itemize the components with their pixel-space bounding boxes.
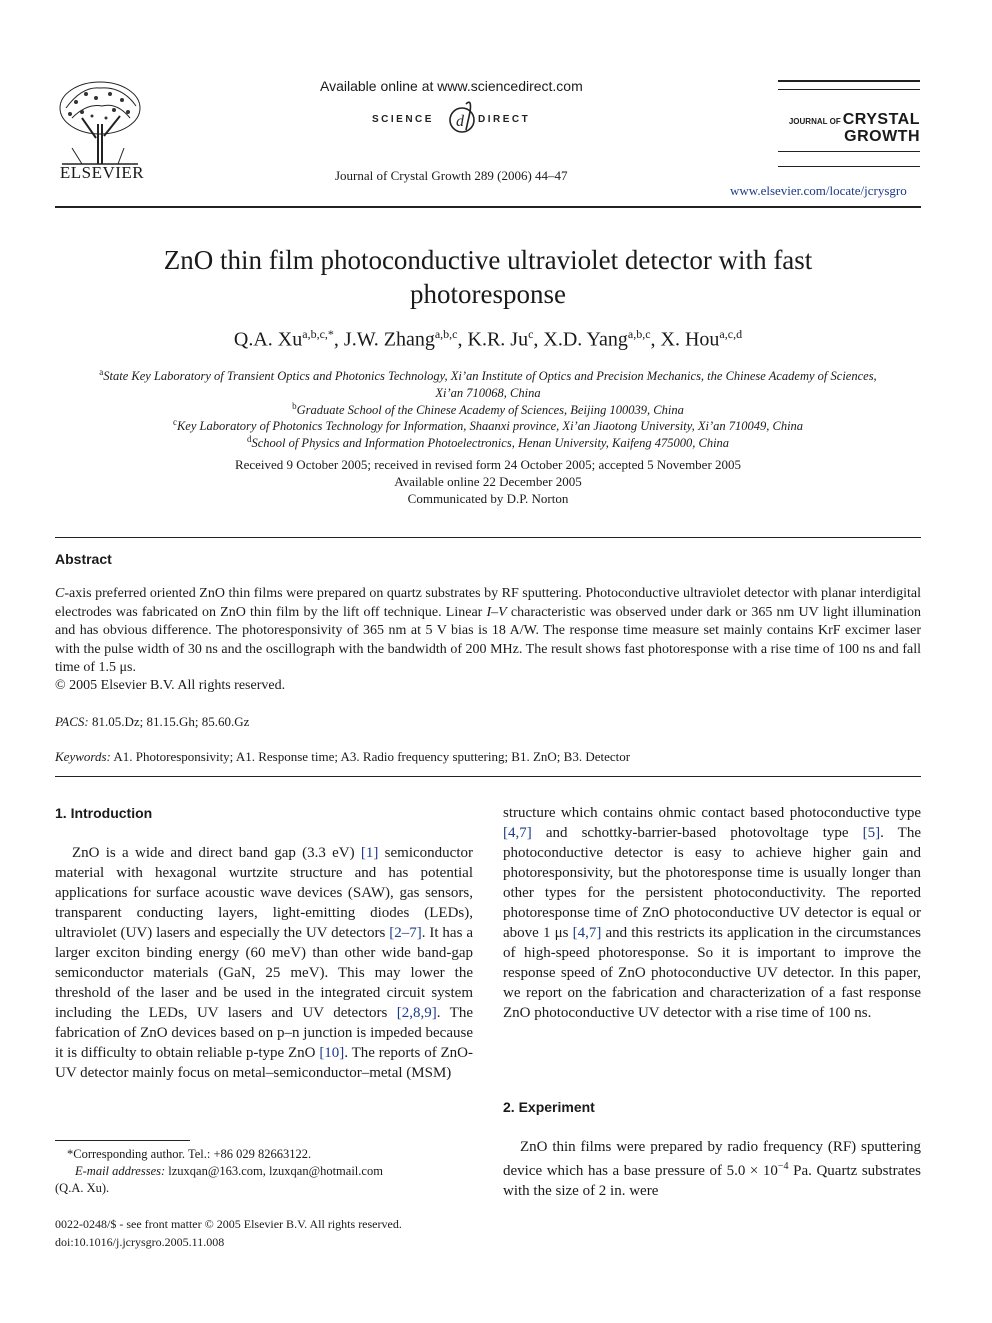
citation-link[interactable]: [4,7] <box>572 925 602 941</box>
author-name[interactable]: X.D. Yang <box>543 328 628 351</box>
introduction-paragraph: ZnO is a wide and direct band gap (3.3 eV) [1] semiconductor material with hexagonal wurtzite structure and has potential applications for surface acoustic wave devices (SAW), gas sensors, transparent conducting layers, light-emitting diodes (LEDs), ultraviolet (UV) lasers and especially the UV detectors [2–7]. It has a larger exciton binding energy (60 meV) than other wide band-gap semiconductor materials (GaN, 25 meV). This may lower the threshold of the laser and be used in the integrated circuit system including the LEDs, UV lasers and UV detectors [2,8,9]. The fabrication of ZnO devices based on p–n junction is impeded because it is difficulty to obtain reliable p-type ZnO [10]. The reports of ZnO-UV detector mainly focus on metal–semiconductor–metal (MSM) <box>55 845 473 1081</box>
copyright-notice: © 2005 Elsevier B.V. All rights reserved. <box>55 678 286 693</box>
journal-logo <box>778 111 922 145</box>
author-marks[interactable]: a,c,d <box>719 327 743 341</box>
footnote-rule <box>55 1140 190 1141</box>
received-dates: Received 9 October 2005; received in revised form 24 October 2005; accepted 5 November 2005 <box>234 457 742 472</box>
author-name[interactable]: Q.A. Xu <box>233 328 303 351</box>
section-heading-experiment: 2. Experiment <box>503 1099 595 1115</box>
author-marks[interactable]: a,b,c,* <box>302 327 334 341</box>
email-link[interactable]: lzuxqan@163.com, lzuxqan@hotmail.com <box>165 1164 383 1178</box>
available-online-text: Available online at www.sciencedirect.com <box>320 78 583 94</box>
section-heading-introduction: 1. Introduction <box>55 805 153 821</box>
citation-link[interactable]: [2,8,9] <box>396 1005 437 1021</box>
author-marks[interactable]: a,b,c <box>434 327 458 341</box>
author-name[interactable]: X. Hou <box>660 328 720 351</box>
email-addresses: E-mail addresses: lzuxqan@163.com, lzuxqan@hotmail.com <box>75 1164 383 1178</box>
sciencedirect-right: DIRECT <box>478 114 531 125</box>
affiliation-a: $^a$State Key Laboratory of Transient Optics and Photonics Technology, Xi’an Institute of Optics and Precision Mechanics, the Chinese Academy of Sciences, Xi’an 710068, China <box>99 367 877 401</box>
journal-logo-rule <box>778 80 920 82</box>
email-owner: (Q.A. Xu). <box>55 1181 110 1195</box>
pacs-codes: PACS: 81.05.Dz; 81.15.Gh; 85.60.Gz <box>55 714 250 729</box>
journal-logo-rule <box>778 151 920 152</box>
sciencedirect-logo <box>372 100 550 136</box>
title-line: ZnO thin film photoconductive ultraviolet detector with fast <box>163 245 813 275</box>
citation-link[interactable]: [4,7] <box>503 825 532 841</box>
article-title <box>55 243 921 311</box>
author-marks[interactable]: c <box>528 327 534 341</box>
doi-link[interactable]: doi:10.1016/j.jcrysgro.2005.11.008 <box>55 1235 225 1249</box>
issn-line: 0022-0248/$ - see front matter © 2005 Elsevier B.V. All rights reserved. <box>55 1217 402 1231</box>
abstract-rule <box>55 776 921 777</box>
author-marks[interactable]: a,b,c <box>627 327 651 341</box>
experiment-paragraph: ZnO thin films were prepared by radio frequency (RF) sputtering device which has a base pressure of $5.0 \times 10^{-4}$ Pa. Quartz substrates with the size of 2 in. were <box>503 1139 921 1199</box>
author-name[interactable]: J.W. Zhang <box>343 328 435 351</box>
citation-link[interactable]: [10] <box>319 1045 345 1061</box>
title-line: photoresponse <box>410 279 566 309</box>
communicated-by: Communicated by D.P. Norton <box>407 491 569 506</box>
affiliation-b: $^b$Graduate School of the Chinese Academy of Sciences, Beijing 100039, China <box>292 401 684 418</box>
header-rule <box>55 206 921 208</box>
corresponding-author-note: *Corresponding author. Tel.: +86 029 82663122. <box>67 1147 312 1161</box>
sciencedirect-left: SCIENCE <box>372 114 434 125</box>
introduction-paragraph-continued: structure which contains ohmic contact based photoconductive type [4,7] and schottky-barrier-based photovoltage type [5]. The photoconductive detector is easy to achieve higher gain and photoresponsivity, but the photoresponse time is usually longer than other types for the persistent photoconductivity. The reported photoresponse time of ZnO photoconductive UV detector is equal or above 1 μs [4,7] and this restricts its application in the circumstances of high-speed photoresponse. So it is important to improve the response speed of ZnO photoconductive UV detector. In this paper, we report on the fabrication and characterization of a fast response ZnO photoconductive UV detector with a rise time of 100 ns. <box>503 805 921 1021</box>
citation-link[interactable]: [5] <box>862 825 881 841</box>
abstract-rule <box>55 537 921 538</box>
affiliation-c: $^c$Key Laboratory of Photonics Technology for Information, Shaanxi province, Xi’an Jiaotong University, Xi’an 710049, China <box>172 417 804 434</box>
journal-logo-line1: CRYSTAL <box>842 111 920 128</box>
journal-logo-line2: GROWTH <box>844 128 920 145</box>
journal-logo-small: JOURNAL OF <box>788 117 841 126</box>
citation-link[interactable]: [2–7] <box>389 925 422 941</box>
citation-link[interactable]: [1] <box>360 845 379 861</box>
publisher-wordmark: ELSEVIER <box>59 163 145 182</box>
journal-reference: Journal of Crystal Growth 289 (2006) 44–47 <box>335 168 568 183</box>
journal-logo-rule <box>778 89 920 90</box>
available-date: Available online 22 December 2005 <box>394 474 582 489</box>
abstract-text: C-axis preferred oriented ZnO thin films were prepared on quartz substrates by RF sputtering. Photoconductive ultraviolet detector with planar interdigital electrodes was fabricated on ZnO thin film by the lift off technique. Linear I–V characteristic was observed under dark or 365 nm UV light illumination and has obvious difference. The photoresponsivity of 365 nm at 5 V bias is 18 A/W. The response time measure set mainly contains KrF excimer laser with the pulse width of 30 ns and the oscillograph with the bandwidth of 200 MHz. The result shows fast photoresponse with a rise time of 100 ns and fall time of 1.5 μs. <box>55 586 921 675</box>
journal-logo-rule <box>778 166 920 167</box>
keywords: Keywords: A1. Photoresponsivity; A1. Response time; A3. Radio frequency sputtering; B1. ZnO; B3. Detector <box>55 749 631 764</box>
affiliation-d: $^d$School of Physics and Information Photoelectronics, Henan University, Kaifeng 475000, China <box>246 434 730 451</box>
author-name[interactable]: K.R. Ju <box>467 328 529 351</box>
journal-url-link[interactable]: www.elsevier.com/locate/jcrysgro <box>730 183 907 198</box>
author-list: Q.A. $Xu^{a,b,c,*}$, J.W. Zhang$^{a,b,c}$, K.R. Ju$^c$, X.D. Yang$^{a,b,c}$, X. Hou$^{a,c,d}$ <box>233 327 743 351</box>
abstract-heading: Abstract <box>55 551 112 567</box>
svg-text:d: d <box>456 113 464 130</box>
